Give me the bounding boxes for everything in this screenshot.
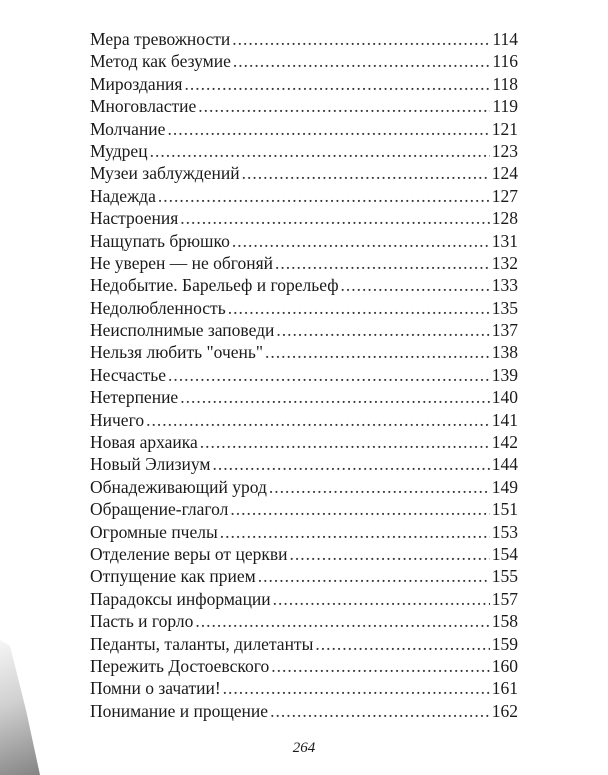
toc-entry-page: 139 (491, 364, 518, 385)
toc-entry (90, 565, 518, 587)
dot-leader (271, 655, 490, 677)
toc-entry-page: 131 (491, 230, 518, 251)
toc-entry-page: 138 (491, 342, 518, 363)
toc-entry-title: Обращение-глагол (90, 499, 229, 520)
dot-leader (242, 162, 490, 184)
toc-entry-page: 158 (491, 611, 518, 632)
toc-entry-page: 135 (491, 297, 518, 318)
table-of-contents (90, 28, 518, 722)
toc-entry-page: 137 (491, 320, 518, 341)
dot-leader (212, 453, 489, 475)
toc-entry (90, 476, 518, 498)
toc-entry-title: Ничего (90, 409, 145, 430)
dot-leader (276, 319, 489, 341)
toc-entry-page: 144 (491, 454, 518, 475)
toc-entry (90, 655, 518, 677)
toc-entry-title: Обнадеживающий урод (90, 476, 267, 497)
toc-entry-page: 162 (491, 700, 518, 721)
toc-entry-page: 118 (492, 73, 518, 94)
toc-entry-title: Не уверен — не обгоняй (90, 252, 274, 273)
toc-entry (90, 409, 518, 431)
toc-entry (90, 677, 518, 699)
toc-entry-title: Недобытие. Барельеф и горельеф (90, 275, 339, 296)
dot-leader (230, 498, 489, 520)
toc-entry-page: 161 (491, 678, 518, 699)
toc-entry-title: Несчастье (90, 364, 166, 385)
toc-entry-page: 132 (491, 252, 518, 273)
toc-entry (90, 319, 518, 341)
toc-entry (90, 297, 518, 319)
toc-entry-title: Мера тревожности (90, 29, 231, 49)
toc-entry-title: Многовластие (90, 96, 197, 117)
toc-entry-page: 114 (492, 29, 518, 49)
toc-entry-page: 151 (491, 499, 518, 520)
toc-entry-page: 149 (491, 476, 518, 497)
dot-leader (289, 543, 489, 565)
toc-entry-title: Понимание и прощение (90, 700, 269, 721)
dot-leader (146, 409, 490, 431)
toc-entry-title: Надежда (90, 185, 156, 206)
dot-leader (200, 431, 490, 453)
toc-entry-title: Настроения (90, 208, 179, 229)
dot-leader (150, 140, 490, 162)
dot-leader (315, 633, 489, 655)
toc-entry (90, 588, 518, 610)
toc-entry-title: Мудрец (90, 140, 148, 161)
toc-entry (90, 341, 518, 363)
toc-entry-title: Пасть и горло (90, 611, 194, 632)
dot-leader (180, 207, 489, 229)
toc-entry-page: 119 (492, 96, 518, 117)
toc-entry (90, 386, 518, 408)
toc-entry (90, 95, 518, 117)
toc-entry-page: 133 (491, 275, 518, 296)
page-number: 264 (292, 740, 316, 756)
toc-entry-title: Отделение веры от церкви (90, 543, 288, 564)
toc-entry (90, 431, 518, 453)
toc-entry (90, 610, 518, 632)
dot-leader (265, 341, 490, 363)
toc-entry-page: 153 (491, 521, 518, 542)
toc-entry-page: 157 (491, 588, 518, 609)
toc-entry-title: Мироздания (90, 73, 183, 94)
dot-leader (195, 610, 489, 632)
toc-entry (90, 230, 518, 252)
dot-leader (158, 185, 490, 207)
toc-entry-page: 128 (491, 208, 518, 229)
dot-leader (168, 364, 490, 386)
toc-entry (90, 453, 518, 475)
toc-entry-title: Огромные пчелы (90, 521, 218, 542)
toc-entry-page: 121 (491, 118, 518, 139)
dot-leader (233, 50, 491, 72)
toc-entry (90, 185, 518, 207)
dot-leader (184, 73, 490, 95)
toc-entry (90, 543, 518, 565)
toc-entry-title: Педанты, таланты, дилетанты (90, 633, 314, 654)
toc-entry (90, 28, 518, 50)
toc-entry-page: 142 (491, 432, 518, 453)
toc-entry (90, 700, 518, 722)
toc-entry-page: 127 (491, 185, 518, 206)
toc-entry-title: Метод как безумие (90, 51, 231, 72)
dot-leader (223, 677, 490, 699)
toc-entry-title: Неисполнимые заповеди (90, 320, 275, 341)
toc-entry-title: Новая архаика (90, 432, 198, 453)
toc-entry-page: 155 (491, 566, 518, 587)
toc-entry-title: Молчание (90, 118, 166, 139)
dot-leader (198, 95, 490, 117)
dot-leader (270, 700, 490, 722)
toc-entry-title: Новый Элизиум (90, 454, 211, 475)
toc-entry (90, 252, 518, 274)
dot-leader (167, 118, 489, 140)
toc-entry-page: 116 (492, 51, 518, 72)
toc-entry-title: Парадоксы информации (90, 588, 271, 609)
toc-entry-title: Нельзя любить "очень" (90, 342, 264, 363)
toc-entry (90, 274, 518, 296)
toc-entry-page: 141 (491, 409, 518, 430)
dot-leader (258, 565, 490, 587)
toc-entry-title: Нетерпение (90, 387, 179, 408)
dot-leader (269, 476, 490, 498)
dot-leader (273, 588, 490, 610)
toc-entry-title: Недолюбленность (90, 297, 226, 318)
toc-entry-page: 159 (491, 633, 518, 654)
toc-entry (90, 207, 518, 229)
toc-entry-title: Нащупать брюшко (90, 230, 230, 251)
toc-entry-title: Музеи заблуждений (90, 163, 240, 184)
toc-entry (90, 73, 518, 95)
toc-entry (90, 498, 518, 520)
dot-leader (232, 230, 490, 252)
toc-entry (90, 633, 518, 655)
toc-entry (90, 50, 518, 72)
dot-leader (341, 274, 490, 296)
toc-entry (90, 162, 518, 184)
toc-entry-page: 124 (491, 163, 518, 184)
toc-entry (90, 118, 518, 140)
dot-leader (275, 252, 490, 274)
toc-entry (90, 140, 518, 162)
dot-leader (232, 28, 490, 50)
dot-leader (228, 297, 490, 319)
toc-entry-title: Помни о зачатии! (90, 678, 221, 699)
dot-leader (220, 521, 490, 543)
toc-entry-page: 140 (491, 387, 518, 408)
toc-entry-page: 160 (491, 655, 518, 676)
toc-entry (90, 364, 518, 386)
dot-leader (180, 386, 490, 408)
toc-entry-page: 154 (491, 543, 518, 564)
toc-entry-title: Пережить Достоевского (90, 655, 270, 676)
toc-entry-title: Отпущение как прием (90, 566, 256, 587)
toc-entry (90, 521, 518, 543)
toc-entry-page: 123 (491, 140, 518, 161)
